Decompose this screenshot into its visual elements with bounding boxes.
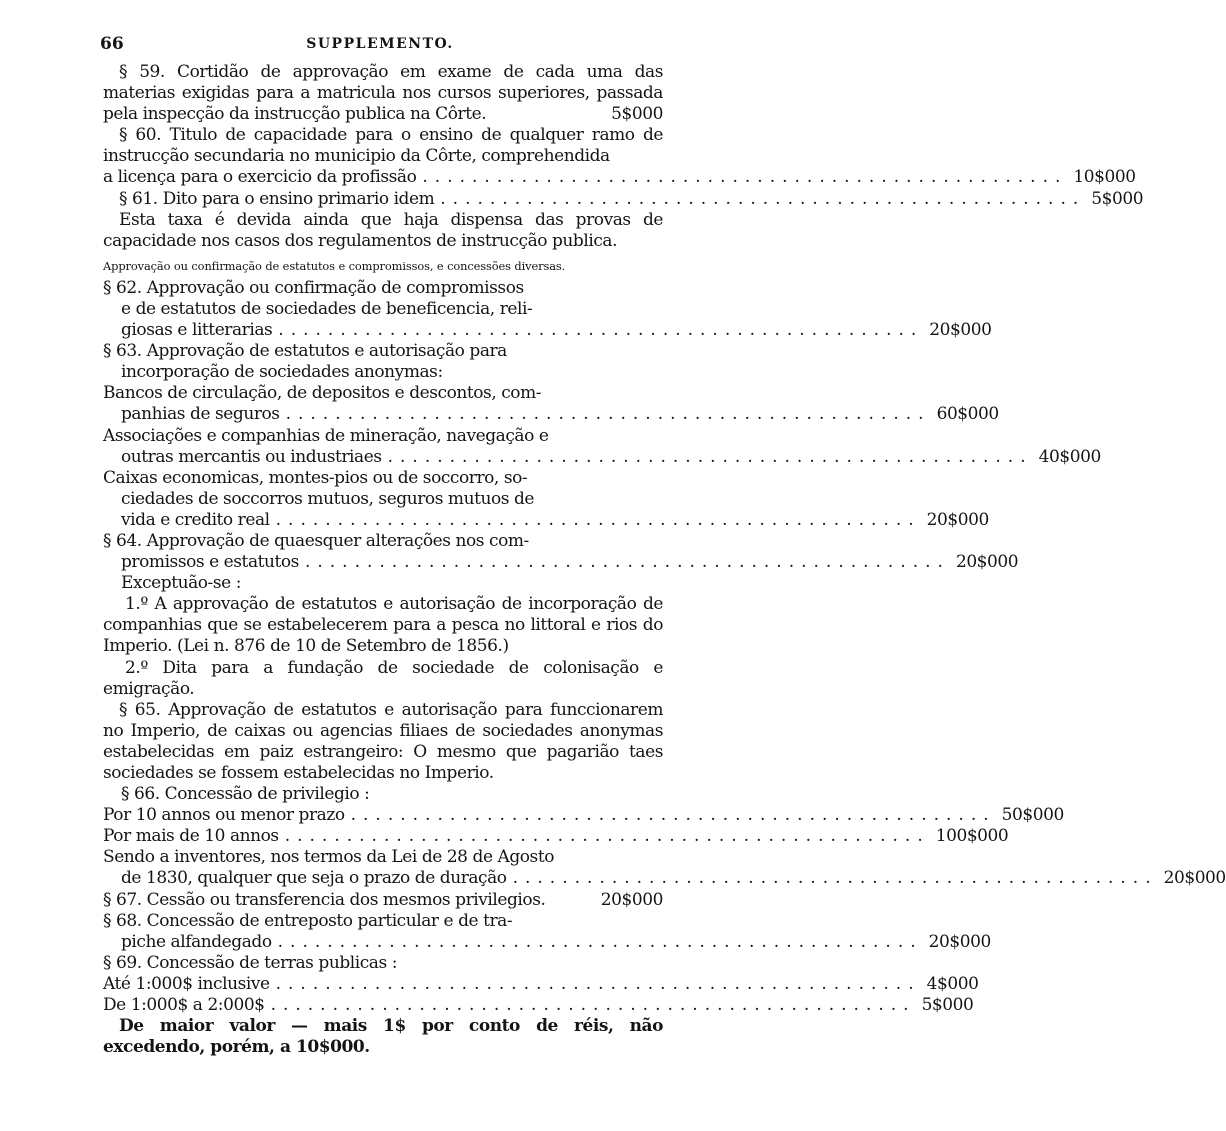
section-62-amount: 20$000	[929, 320, 992, 341]
lands-amount-2: 5$000	[921, 995, 974, 1016]
lands-row-1: Até 1:000$ inclusive .................................................... 4$000	[103, 973, 979, 994]
section-67-row	[103, 890, 663, 911]
associacoes-amount: 40$000	[1038, 446, 1101, 467]
caixas-line1: Caixas economicas, montes-pios ou de soccorro, so-	[103, 467, 528, 488]
privilege-row-1: Por 10 annos ou menor prazo .................................................... 50$000	[103, 805, 1064, 826]
lands-label-2: De 1:000$ a 2:000$	[103, 995, 265, 1016]
bancos-amount: 60$000	[936, 404, 999, 425]
section-67-amount: 20$000	[600, 889, 663, 910]
page-body	[103, 62, 1226, 1058]
section-60-label: a licença para o exercicio da profissão	[103, 167, 417, 188]
section-66-heading: § 66. Concessão de privilegio :	[121, 784, 370, 805]
privilege-amount-1: 50$000	[1001, 805, 1064, 826]
section-64-row: promissos e estatutos .................................................... 20$000	[121, 552, 1019, 573]
section-61-label: § 61. Dito para o ensino primario idem	[119, 188, 435, 209]
section-heading: Approvação ou confirmação de estatutos e compromissos, e concessões diversas.	[103, 258, 566, 273]
caixas-amount: 20$000	[926, 509, 989, 530]
section-62-line1: § 62. Approvação ou confirmação de compromissos	[103, 277, 524, 298]
lands-row-2: De 1:000$ a 2:000$ .................................................... 5$000	[103, 995, 974, 1016]
section-68-label: piche alfandegado	[121, 931, 272, 952]
privilege-label-2: Por mais de 10 annos	[103, 826, 279, 847]
section-69-final: De maior valor — mais 1$ por conto de réis, não excedendo, porém, a 10$000.	[103, 1016, 663, 1058]
section-61-row: § 61. Dito para o ensino primario idem .................................................... 5$000	[119, 188, 1144, 209]
privilege-line-3a: Sendo a inventores, nos termos da Lei de 28 de Agosto	[103, 847, 554, 868]
section-61-amount: 5$000	[1091, 188, 1144, 209]
section-64-label: promissos e estatutos	[121, 552, 299, 573]
section-68-row: piche alfandegado .................................................... 20$000	[121, 931, 991, 952]
section-64-line1: § 64. Approvação de quaesquer alterações nos com-	[103, 530, 529, 551]
section-67-label: § 67. Cessão ou transferencia dos mesmos privilegios.	[103, 889, 546, 910]
section-68-line1: § 68. Concessão de entreposto particular e de tra-	[103, 910, 513, 931]
section-60-row: a licença para o exercicio da profissão .................................................... 10$000	[103, 167, 1136, 188]
section-59-amount: 5$000	[611, 104, 663, 125]
section-69-heading: § 69. Concessão de terras publicas :	[103, 952, 397, 973]
section-64-amount: 20$000	[955, 552, 1019, 573]
section-68-amount: 20$000	[928, 931, 991, 952]
privilege-amount-3: 20$000	[1163, 868, 1226, 889]
running-title: SUPPLEMENTO.	[306, 36, 454, 52]
bancos-line1: Bancos de circulação, de depositos e descontos, com-	[103, 383, 542, 404]
page-number: 66	[100, 34, 124, 54]
associacoes-row: outras mercantis ou industriaes .................................................... 40$000	[121, 446, 1101, 467]
section-59	[103, 62, 663, 125]
exceptions-label: Exceptuão-se :	[121, 573, 241, 594]
section-63-line1: § 63. Approvação de estatutos e autorisação para	[103, 341, 507, 362]
lands-label-1: Até 1:000$ inclusive	[103, 973, 270, 994]
section-60-text: § 60. Titulo de capacidade para o ensino de qualquer ramo de instrucção secundaria no municipio da Côrte, comprehendida	[103, 125, 663, 167]
section-62-row: giosas e litterarias .................................................... 20$000	[121, 320, 992, 341]
privilege-label-3: de 1830, qualquer que seja o prazo de duração	[121, 868, 507, 889]
associacoes-label: outras mercantis ou industriaes	[121, 446, 382, 467]
caixas-row: vida e credito real .................................................... 20$000	[121, 509, 989, 530]
page-header	[100, 34, 660, 60]
section-60-amount: 10$000	[1073, 167, 1136, 188]
exception-item-1: 1.º A approvação de estatutos e autorisação de incorporação de companhias que se estabelecerem para a pesca no littoral e rios do Imperio. (Lei n. 876 de 10 de Setembro de 1856.)	[103, 594, 663, 657]
caixas-label: vida e credito real	[121, 509, 270, 530]
privilege-row-2: Por mais de 10 annos .................................................... 100$000	[103, 826, 1009, 847]
section-59-text: § 59. Cortidão de approvação em exame de cada uma das materias exigidas para a matricula nos cursos superiores, passada pela inspecção da instrucção publica na Côrte.	[103, 62, 663, 125]
section-63-line2: incorporação de sociedades anonymas:	[121, 362, 443, 383]
section-62-label: giosas e litterarias	[121, 320, 273, 341]
section-62-line2: e de estatutos de sociedades de beneficencia, reli-	[121, 298, 533, 319]
privilege-row-3: de 1830, qualquer que seja o prazo de duração .................................................... 20$000	[121, 868, 1226, 889]
section-61-note: Esta taxa é devida ainda que haja dispensa das provas de capacidade nos casos dos regulamentos de instrucção publica.	[103, 209, 663, 251]
privilege-amount-2: 100$000	[935, 826, 1009, 847]
exception-item-2: 2.º Dita para a fundação de sociedade de colonisação e emigração.	[103, 657, 663, 699]
privilege-label-1: Por 10 annos ou menor prazo	[103, 805, 345, 826]
section-65: § 65. Approvação de estatutos e autorisação para funccionarem no Imperio, de caixas ou agencias filiaes de sociedades anonymas estabelecidas em paiz estrangeiro: O mesmo que pagarião taes sociedades se fossem estabelecidas no Imperio.	[103, 699, 663, 783]
associacoes-line1: Associações e companhias de mineração, navegação e	[103, 425, 549, 446]
lands-amount-1: 4$000	[926, 973, 979, 994]
bancos-row: panhias de seguros .................................................... 60$000	[121, 404, 999, 425]
bancos-label: panhias de seguros	[121, 404, 280, 425]
caixas-line2: ciedades de soccorros mutuos, seguros mutuos de	[121, 488, 535, 509]
